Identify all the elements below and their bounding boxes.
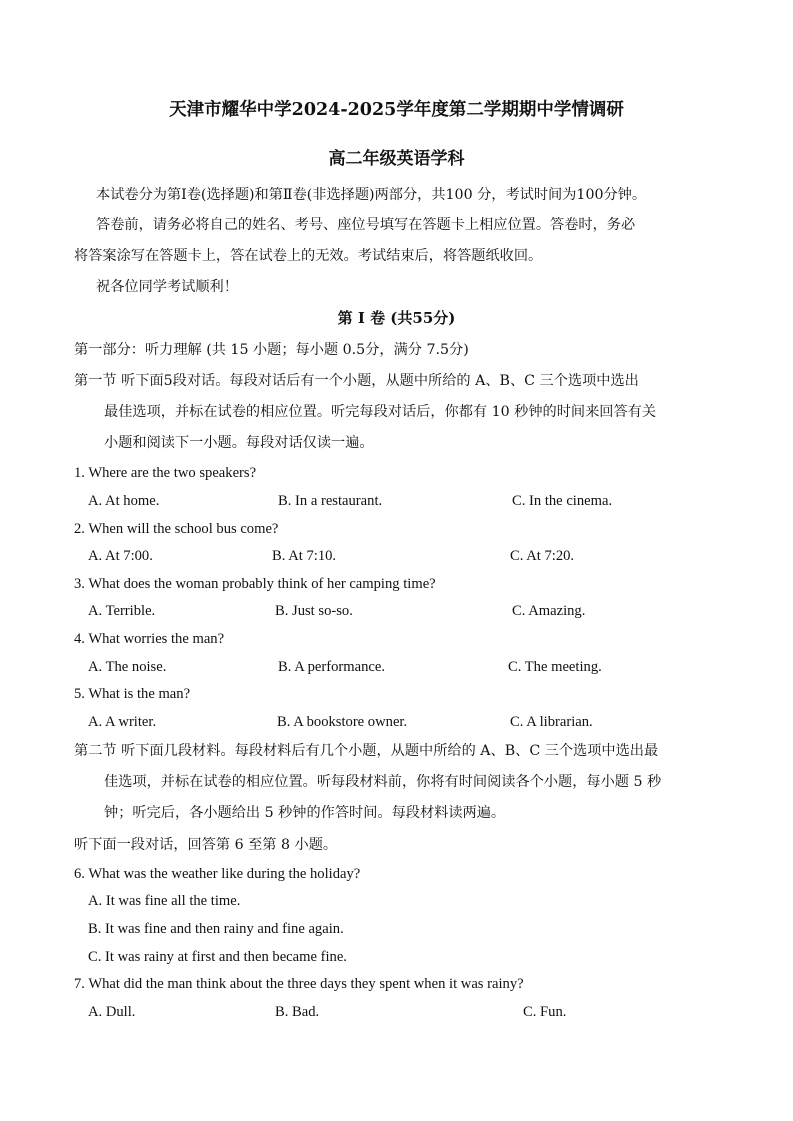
exam-title: 天津市耀华中学2024-2025学年度第二学期期中学情调研	[169, 100, 624, 120]
option-c: C. At 7:20.	[510, 548, 575, 564]
option-c: C. In the cinema.	[512, 493, 613, 509]
section2-instruction-line-3: 钟；听完后，各小题给出 5 秒钟的作答时间。每段材料读两遍。	[104, 805, 506, 821]
option-a: A. At 7:00.	[88, 548, 153, 564]
option-c: C. Fun.	[523, 1004, 567, 1020]
question-stem: 7. What did the man think about the three days they spent when it was rainy?	[74, 976, 524, 992]
section1-instruction-line-1: 第一节 听下面5段对话。每段对话后有一个小题，从题中所给的 A、B、C 三个选项中选出	[74, 373, 639, 389]
instruction-line-1: 本试卷分为第Ⅰ卷(选择题)和第Ⅱ卷(非选择题)两部分，共100 分，考试时间为100分钟。	[96, 187, 647, 203]
question-stem: 2. When will the school bus come?	[74, 521, 279, 537]
option-b: B. In a restaurant.	[278, 493, 383, 509]
instruction-line-3: 将答案涂写在答题卡上，答在试卷上的无效。考试结束后，将答题纸收回。	[74, 248, 543, 264]
option-a: A. It was fine all the time.	[88, 893, 241, 909]
option-c: C. Amazing.	[512, 603, 586, 619]
section1-instruction-line-2: 最佳选项，并标在试卷的相应位置。听完每段对话后，你都有 10 秒钟的时间来回答有关	[104, 404, 657, 420]
option-b: B. Bad.	[275, 1004, 320, 1020]
dialog-intro: 听下面一段对话，回答第 6 至第 8 小题。	[74, 837, 338, 853]
option-a: A. The noise.	[88, 659, 167, 675]
part-heading: 第一部分：听力理解 (共 15 小题；每小题 0.5分，满分 7.5分)	[74, 342, 469, 358]
option-c: C. It was rainy at first and then became fine.	[88, 949, 347, 965]
option-a: A. Terrible.	[88, 603, 156, 619]
option-b: B. At 7:10.	[272, 548, 337, 564]
section1-instruction-line-3: 小题和阅读下一小题。每段对话仅读一遍。	[104, 435, 374, 451]
option-c: C. The meeting.	[508, 659, 602, 675]
option-a: A. Dull.	[88, 1004, 136, 1020]
option-b: B. Just so-so.	[275, 603, 353, 619]
exam-subtitle: 高二年级英语学科	[328, 149, 465, 169]
question-stem: 4. What worries the man?	[74, 631, 225, 647]
instruction-line-4: 祝各位同学考试顺利！	[96, 279, 238, 295]
question-stem: 5. What is the man?	[74, 686, 191, 702]
section2-instruction-line-2: 佳选项，并标在试卷的相应位置。听每段材料前，你将有时间阅读各个小题，每小题 5 秒	[104, 774, 662, 790]
question-stem: 1. Where are the two speakers?	[74, 465, 257, 481]
section-heading: 第 Ⅰ 卷 (共55分)	[337, 309, 456, 327]
option-b: B. A bookstore owner.	[277, 714, 408, 730]
option-c: C. A librarian.	[510, 714, 593, 730]
section2-instruction-line-1: 第二节 听下面几段材料。每段材料后有几个小题，从题中所给的 A、B、C 三个选项中选出最	[74, 743, 659, 759]
option-b: B. A performance.	[278, 659, 385, 675]
question-stem: 3. What does the woman probably think of her camping time?	[74, 576, 436, 592]
option-a: A. At home.	[88, 493, 160, 509]
question-stem: 6. What was the weather like during the holiday?	[74, 866, 361, 882]
instruction-line-2: 答卷前，请务必将自己的姓名、考号、座位号填写在答题卡上相应位置。答卷时，务必	[96, 217, 636, 233]
option-a: A. A writer.	[88, 714, 157, 730]
option-b: B. It was fine and then rainy and fine again.	[88, 921, 344, 937]
